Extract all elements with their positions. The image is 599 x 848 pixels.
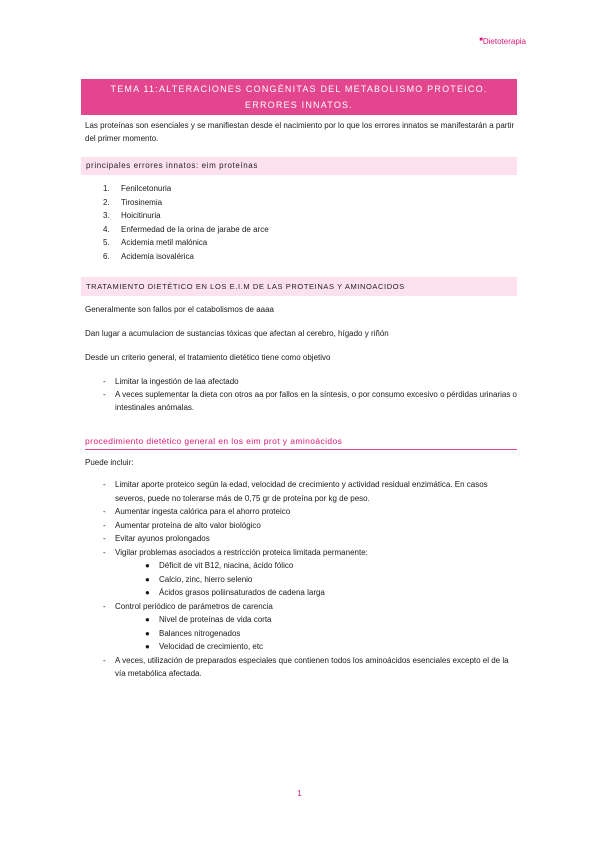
- list-item: - Aumentar ingesta calórica para el ahorro proteico: [103, 507, 291, 516]
- bullet-icon: ●: [145, 561, 150, 570]
- bullet-icon: ●: [145, 642, 150, 651]
- section-heading-procedimiento: procedimiento dietético general en los eim prot y aminoácidos: [85, 436, 517, 450]
- tag-marker-icon: ■: [479, 37, 483, 43]
- intro-paragraph: Las proteínas son esenciales y se manifiestan desde el nacimiento por lo que los errores innatos se manifestarán a partir del primer momento.: [85, 121, 515, 143]
- paragraph: Dan lugar a acumulacion de sustancias tóxicas que afectan al cerebro, hígado y riñón: [85, 329, 389, 338]
- list-item: - Control periódico de parámetros de carencia: [103, 601, 273, 611]
- list-item: 2. Tirosinemia: [103, 197, 163, 207]
- list-item: 3. Hoicitinuria: [103, 211, 161, 220]
- section-heading-principales: principales errores innatos: eim proteínas: [81, 157, 517, 175]
- sub-list-item: ● Balances nitrogenados: [85, 627, 517, 641]
- dash-list: [85, 375, 517, 414]
- paragraph: Puede incluir:: [85, 458, 134, 467]
- document-tag: [479, 37, 526, 46]
- list-item: 1. Fenilcetonuria: [103, 184, 172, 193]
- list-item: 5. Acidemia metil malónica: [103, 238, 208, 247]
- list-item: 4. Enfermedad de la orina de jarabe de arce: [103, 224, 269, 234]
- paragraph: Desde un criterio general, el tratamiento dietético tiene como objetivo: [85, 353, 331, 362]
- sub-list-item: ● Velocidad de crecimiento, etc: [85, 640, 517, 654]
- sub-list-item: ● Calcio, zinc, hierro selenio: [85, 573, 517, 587]
- bullet-icon: ●: [145, 615, 150, 624]
- list-item: - Vigilar problemas asociados a restricción proteica limitada permanente:: [103, 547, 368, 557]
- list-item: - Limitar la ingestión de laa afectado: [103, 377, 239, 386]
- title-banner: [81, 79, 517, 115]
- list-item: 6. Acidemia isovalérica: [103, 251, 194, 261]
- list-item: - Aumentar proteína de alto valor biológico: [103, 520, 261, 530]
- list-item: - A veces suplementar la dieta con otros aa por fallos en la síntesis, o por consumo excesivo o pérdidas urinarias o intestinales anómalas.: [103, 390, 517, 412]
- bullet-icon: ●: [145, 628, 150, 638]
- list-item: - Evitar ayunos prolongados: [103, 534, 210, 543]
- sub-list-item: ● Ácidos grasos poliinsaturados de cadena larga: [85, 586, 517, 600]
- list-item: - Limitar aporte proteico según la edad, velocidad de crecimiento y actividad residual enzimática. En casos severos, puede no tolerarse más de 0,75 gr de proteína por kg de peso.: [103, 480, 488, 503]
- errors-list: [85, 182, 517, 263]
- procedure-list: [85, 478, 517, 681]
- page-number: 1: [297, 789, 302, 798]
- title-line-2: ERRORES INNATOS.: [245, 100, 353, 110]
- bullet-icon: ●: [145, 588, 150, 597]
- paragraph: Generalmente son fallos por el catabolismos de aaaa: [85, 305, 274, 314]
- sub-list-item: ● Déficit de vit B12, niacina, ácido fólico: [85, 559, 517, 573]
- section-heading-tratamiento: TRATAMIENTO DIETÉTICO EN LOS E.I.M DE LAS PROTEINAS Y AMINOACIDOS: [81, 277, 517, 296]
- title-line-1: TEMA 11:ALTERACIONES CONGÉNITAS DEL METABOLISMO PROTEICO.: [110, 84, 488, 94]
- bullet-icon: ●: [145, 574, 150, 584]
- list-item: - A veces, utilización de preparados especiales que contienen todos los aminoácidos esenciales excepto el de la vía metabólica afectada.: [103, 655, 509, 678]
- sub-list-item: ● Nivel de proteínas de vida corta: [85, 613, 517, 627]
- tag-text: Dietoterapia: [482, 37, 526, 46]
